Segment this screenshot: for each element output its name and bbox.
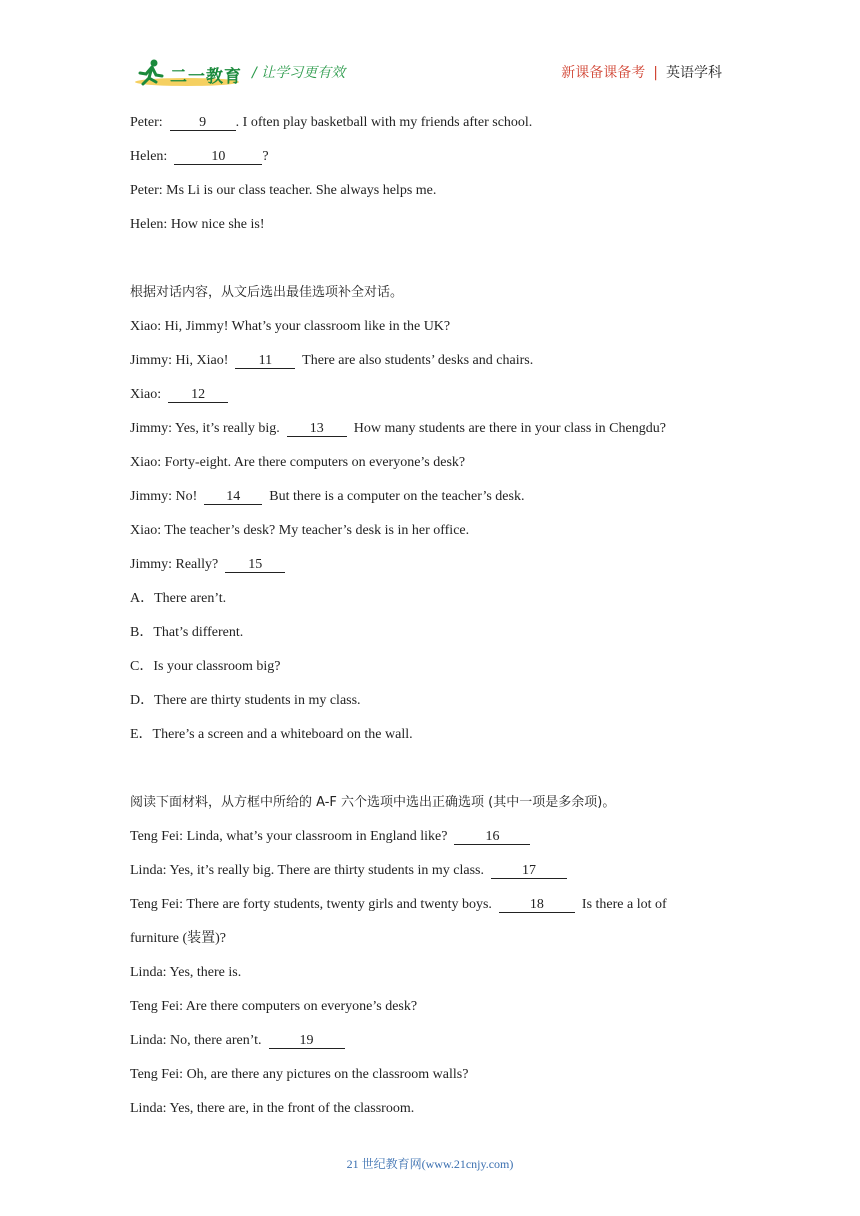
header-separator: |	[653, 65, 658, 81]
slogan: / 让学习更有效	[252, 65, 346, 81]
answer-blank: 18	[499, 897, 575, 913]
header-right	[561, 62, 722, 82]
dialogue-line: Teng Fei: Are there computers on everyone’s desk?	[130, 999, 418, 1014]
option-item: C．Is your classroom big?	[130, 659, 281, 674]
dialogue-line: Teng Fei: There are forty students, twenty girls and twenty boys. 18 Is there a lot of	[130, 897, 667, 912]
answer-blank: 12	[168, 387, 228, 403]
dialogue-line: Linda: Yes, there is.	[130, 965, 242, 980]
page-header	[0, 0, 860, 100]
answer-blank: 17	[491, 863, 567, 879]
dialogue-line: Teng Fei: Linda, what’s your classroom in England like? 16	[130, 828, 530, 846]
answer-blank: 15	[225, 557, 285, 573]
option-item: D．There are thirty students in my class.	[130, 693, 361, 708]
course-label: 新课备课备考	[561, 65, 646, 81]
dialogue-line: Helen: How nice she is!	[130, 217, 265, 232]
dialogue-line: Teng Fei: Oh, are there any pictures on the classroom walls?	[130, 1067, 469, 1082]
dialogue-line: Xiao: The teacher’s desk? My teacher’s desk is in her office.	[130, 523, 470, 538]
option-item: B．That’s different.	[130, 625, 244, 640]
option-item: A．There aren’t.	[130, 591, 227, 606]
dialogue-line: Helen: 10 ?	[130, 149, 269, 164]
option-item: E．There’s a screen and a whiteboard on the wall.	[130, 727, 413, 742]
answer-blank: 19	[269, 1033, 345, 1049]
page-footer: 21 世纪教育网(www.21cnjy.com)	[346, 1157, 514, 1171]
dialogue-line: Linda: Yes, it’s really big. There are thirty students in my class. 17	[130, 862, 567, 880]
dialogue-line: Jimmy: No! 14 But there is a computer on the teacher’s desk.	[130, 489, 525, 504]
dialogue-line: Jimmy: Hi, Xiao! 11 There are also students’ desks and chairs.	[130, 353, 534, 368]
dialogue-line: Linda: Yes, there are, in the front of the classroom.	[130, 1101, 415, 1116]
logo-text: 二一教育	[170, 67, 242, 87]
answer-blank: 9	[170, 115, 236, 131]
answer-blank: 10	[174, 149, 262, 165]
answer-blank: 16	[454, 829, 530, 845]
dialogue-line: Jimmy: Really? 15	[130, 556, 285, 574]
dialogue-line: Xiao: 12	[130, 386, 228, 404]
dialogue-line: Xiao: Hi, Jimmy! What’s your classroom like in the UK?	[130, 319, 451, 334]
section-instruction: 阅读下面材料，从方框中所给的 A-F 六个选项中选出正确选项 (其中一项是多余项)。	[130, 795, 616, 810]
dialogue-line: Jimmy: Yes, it’s really big. 13 How many students are there in your class in Chengdu?	[130, 421, 666, 436]
dialogue-line: Xiao: Forty-eight. Are there computers on everyone’s desk?	[130, 455, 466, 470]
answer-blank: 14	[204, 489, 262, 505]
dialogue-line: furniture (装置)?	[130, 931, 227, 946]
answer-blank: 11	[235, 353, 295, 369]
answer-blank: 13	[287, 421, 347, 437]
dialogue-line: Peter: Ms Li is our class teacher. She always helps me.	[130, 183, 437, 198]
dialogue-line: Peter: 9 . I often play basketball with my friends after school.	[130, 115, 533, 130]
dialogue-line: Linda: No, there aren’t. 19	[130, 1032, 345, 1050]
subject-label: 英语学科	[666, 65, 722, 81]
section-instruction: 根据对话内容，从文后选出最佳选项补全对话。	[130, 285, 404, 300]
